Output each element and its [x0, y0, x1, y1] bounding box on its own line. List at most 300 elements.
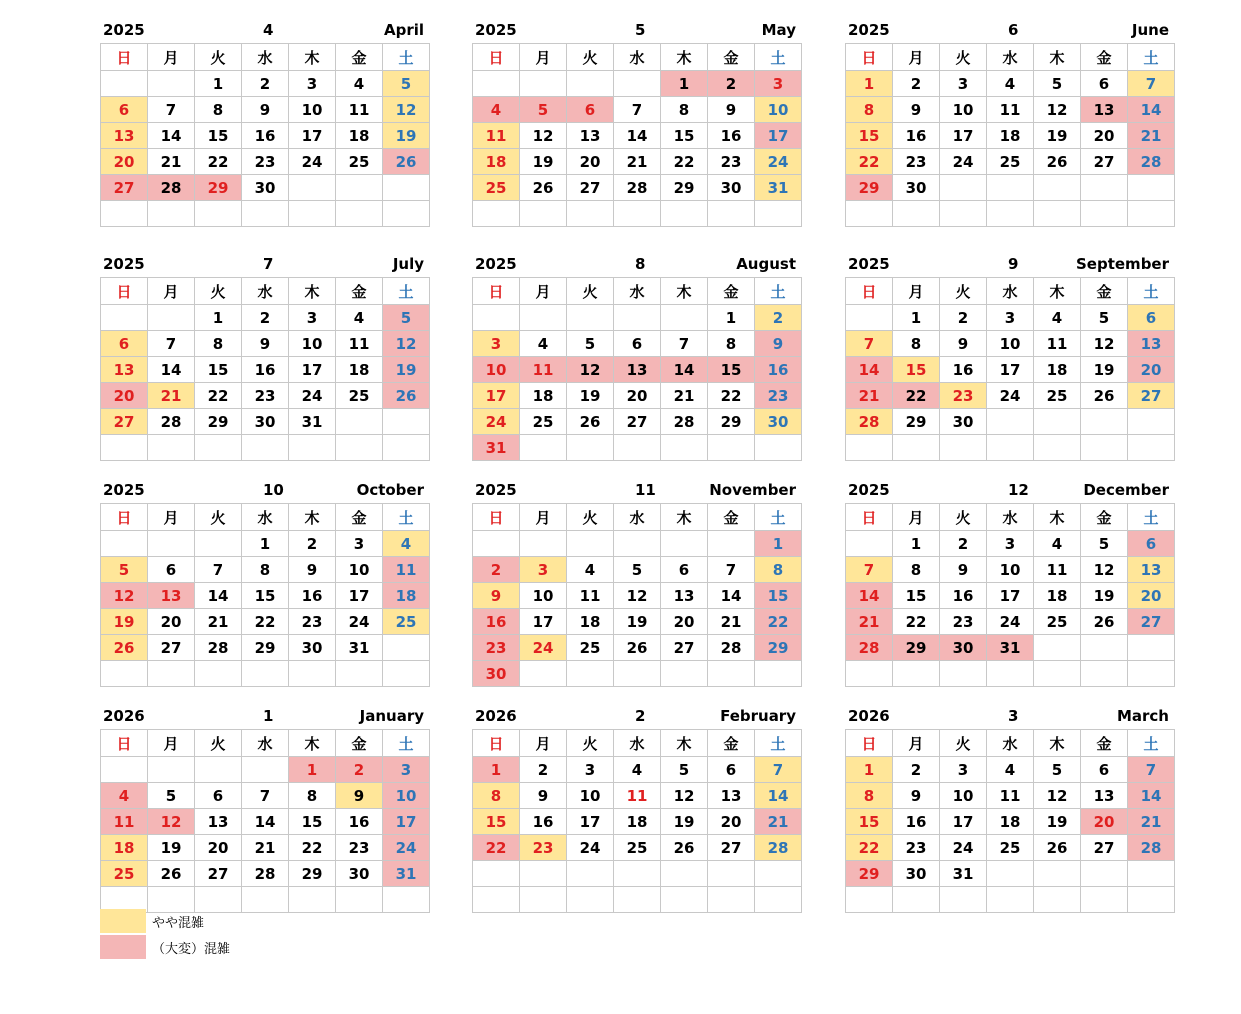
day-cell: 2	[336, 757, 383, 783]
week-row	[473, 661, 802, 687]
day-cell: 1	[661, 71, 708, 97]
day-cell: 18	[987, 123, 1034, 149]
day-cell	[242, 661, 289, 687]
day-cell: 27	[1081, 149, 1128, 175]
month-number: 4	[263, 21, 274, 39]
day-cell: 20	[1081, 123, 1128, 149]
day-cell	[383, 435, 430, 461]
day-cell: 26	[520, 175, 567, 201]
day-cell: 11	[614, 783, 661, 809]
day-cell	[940, 435, 987, 461]
month-number: 11	[635, 481, 656, 499]
day-cell	[242, 757, 289, 783]
day-cell: 6	[1081, 71, 1128, 97]
day-cell	[148, 887, 195, 913]
month-name: December	[1083, 481, 1169, 499]
day-cell	[1128, 861, 1175, 887]
day-cell: 12	[520, 123, 567, 149]
day-cell: 22	[893, 609, 940, 635]
week-row	[846, 635, 1175, 661]
day-cell	[195, 435, 242, 461]
day-cell: 17	[473, 383, 520, 409]
day-cell: 29	[755, 635, 802, 661]
day-cell: 22	[195, 149, 242, 175]
month-january	[100, 703, 427, 913]
day-cell: 20	[148, 609, 195, 635]
day-cell: 24	[520, 635, 567, 661]
month-number: 5	[635, 21, 646, 39]
weekday-header: 火	[940, 278, 987, 305]
day-cell	[1081, 661, 1128, 687]
day-cell: 19	[148, 835, 195, 861]
day-cell: 20	[195, 835, 242, 861]
day-cell	[661, 435, 708, 461]
weekday-header: 木	[661, 44, 708, 71]
day-cell: 13	[195, 809, 242, 835]
week-row	[101, 149, 430, 175]
day-cell: 28	[195, 635, 242, 661]
month-header	[845, 251, 1172, 277]
calendar-grid	[100, 277, 430, 461]
day-cell: 12	[661, 783, 708, 809]
day-cell: 7	[195, 557, 242, 583]
day-cell: 18	[336, 123, 383, 149]
day-cell	[336, 661, 383, 687]
day-cell	[987, 661, 1034, 687]
day-cell: 7	[708, 557, 755, 583]
day-cell: 7	[1128, 71, 1175, 97]
year-label: 2025	[475, 255, 517, 273]
day-cell: 19	[1081, 357, 1128, 383]
calendar-grid	[100, 503, 430, 687]
weekday-header: 金	[708, 278, 755, 305]
day-cell: 9	[336, 783, 383, 809]
week-row	[846, 435, 1175, 461]
week-row	[473, 175, 802, 201]
weekday-header: 日	[101, 44, 148, 71]
day-cell: 28	[242, 861, 289, 887]
week-row	[846, 97, 1175, 123]
day-cell	[148, 531, 195, 557]
day-cell: 4	[614, 757, 661, 783]
day-cell: 17	[336, 583, 383, 609]
day-cell: 26	[1081, 609, 1128, 635]
day-cell	[289, 435, 336, 461]
day-cell: 8	[846, 97, 893, 123]
weekday-row	[473, 504, 802, 531]
day-cell: 11	[1034, 331, 1081, 357]
month-header	[472, 17, 799, 43]
legend-label: やや混雑	[152, 916, 205, 931]
day-cell: 20	[101, 383, 148, 409]
year-label: 2026	[848, 707, 890, 725]
day-cell	[940, 661, 987, 687]
day-cell	[846, 305, 893, 331]
day-cell: 21	[242, 835, 289, 861]
week-row	[846, 383, 1175, 409]
weekday-header: 金	[336, 730, 383, 757]
day-cell: 24	[987, 609, 1034, 635]
week-row	[473, 149, 802, 175]
day-cell	[661, 887, 708, 913]
day-cell	[661, 661, 708, 687]
day-cell	[383, 175, 430, 201]
day-cell: 13	[661, 583, 708, 609]
day-cell: 24	[567, 835, 614, 861]
day-cell: 8	[893, 557, 940, 583]
month-name: March	[1116, 707, 1169, 725]
day-cell	[567, 305, 614, 331]
day-cell: 3	[473, 331, 520, 357]
calendar-grid	[845, 43, 1175, 227]
day-cell	[383, 887, 430, 913]
day-cell: 30	[473, 661, 520, 687]
day-cell: 11	[520, 357, 567, 383]
day-cell: 25	[987, 149, 1034, 175]
day-cell: 10	[473, 357, 520, 383]
day-cell	[148, 435, 195, 461]
day-cell: 24	[987, 383, 1034, 409]
day-cell: 2	[893, 757, 940, 783]
weekday-header: 月	[520, 730, 567, 757]
year-label: 2025	[848, 481, 890, 499]
weekday-header: 火	[195, 44, 242, 71]
weekday-header: 月	[148, 44, 195, 71]
day-cell: 28	[661, 409, 708, 435]
day-cell: 30	[242, 175, 289, 201]
day-cell: 30	[708, 175, 755, 201]
day-cell: 13	[708, 783, 755, 809]
day-cell	[195, 757, 242, 783]
day-cell: 13	[1081, 783, 1128, 809]
month-header	[845, 477, 1172, 503]
day-cell: 5	[1081, 305, 1128, 331]
day-cell: 12	[1034, 783, 1081, 809]
day-cell: 6	[1128, 305, 1175, 331]
month-header	[100, 477, 427, 503]
day-cell: 27	[567, 175, 614, 201]
day-cell: 25	[336, 383, 383, 409]
day-cell: 24	[940, 835, 987, 861]
day-cell: 22	[893, 383, 940, 409]
month-name: July	[392, 255, 424, 273]
day-cell: 31	[473, 435, 520, 461]
day-cell: 22	[846, 835, 893, 861]
day-cell: 29	[708, 409, 755, 435]
day-cell	[614, 531, 661, 557]
day-cell: 18	[383, 583, 430, 609]
week-row	[473, 531, 802, 557]
day-cell: 29	[289, 861, 336, 887]
legend-swatch	[100, 935, 146, 959]
day-cell: 2	[940, 531, 987, 557]
day-cell	[242, 435, 289, 461]
day-cell: 11	[383, 557, 430, 583]
day-cell: 11	[473, 123, 520, 149]
day-cell: 14	[755, 783, 802, 809]
day-cell: 18	[520, 383, 567, 409]
weekday-row	[846, 504, 1175, 531]
day-cell: 14	[846, 583, 893, 609]
day-cell: 2	[520, 757, 567, 783]
day-cell: 15	[289, 809, 336, 835]
day-cell: 16	[473, 609, 520, 635]
weekday-header: 火	[940, 730, 987, 757]
day-cell	[520, 661, 567, 687]
day-cell: 7	[755, 757, 802, 783]
day-cell	[567, 435, 614, 461]
day-cell	[708, 887, 755, 913]
week-row	[101, 123, 430, 149]
day-cell: 7	[1128, 757, 1175, 783]
day-cell: 15	[195, 123, 242, 149]
weekday-header: 金	[708, 730, 755, 757]
weekday-header: 月	[893, 504, 940, 531]
day-cell	[1034, 435, 1081, 461]
week-row	[473, 383, 802, 409]
day-cell: 6	[195, 783, 242, 809]
day-cell	[987, 175, 1034, 201]
month-name: April	[383, 21, 424, 39]
day-cell	[755, 887, 802, 913]
day-cell: 14	[148, 123, 195, 149]
year-label: 2025	[103, 255, 145, 273]
day-cell	[1034, 409, 1081, 435]
month-header	[100, 703, 427, 729]
day-cell: 4	[383, 531, 430, 557]
day-cell: 22	[708, 383, 755, 409]
day-cell: 17	[289, 357, 336, 383]
day-cell: 8	[893, 331, 940, 357]
weekday-header: 木	[1034, 44, 1081, 71]
day-cell: 9	[473, 583, 520, 609]
day-cell: 3	[940, 71, 987, 97]
weekday-row	[846, 278, 1175, 305]
day-cell	[708, 661, 755, 687]
day-cell: 13	[101, 123, 148, 149]
day-cell: 16	[940, 357, 987, 383]
day-cell: 26	[1034, 835, 1081, 861]
calendar-grid	[100, 43, 430, 227]
week-row	[846, 409, 1175, 435]
day-cell: 23	[708, 149, 755, 175]
month-number: 9	[1008, 255, 1019, 273]
weekday-header: 金	[1081, 44, 1128, 71]
day-cell: 25	[101, 861, 148, 887]
day-cell: 17	[567, 809, 614, 835]
day-cell: 17	[520, 609, 567, 635]
day-cell: 13	[1128, 331, 1175, 357]
weekday-header: 月	[148, 504, 195, 531]
month-header	[472, 251, 799, 277]
day-cell	[1128, 435, 1175, 461]
weekday-header: 土	[755, 730, 802, 757]
day-cell: 5	[614, 557, 661, 583]
day-cell: 20	[1128, 583, 1175, 609]
day-cell: 25	[336, 149, 383, 175]
weekday-header: 月	[520, 504, 567, 531]
day-cell: 3	[383, 757, 430, 783]
day-cell: 28	[846, 635, 893, 661]
day-cell: 12	[614, 583, 661, 609]
week-row	[846, 149, 1175, 175]
day-cell	[383, 409, 430, 435]
day-cell: 18	[567, 609, 614, 635]
day-cell	[614, 201, 661, 227]
day-cell: 3	[940, 757, 987, 783]
day-cell: 11	[1034, 557, 1081, 583]
day-cell	[1034, 635, 1081, 661]
day-cell: 27	[1128, 609, 1175, 635]
day-cell: 5	[520, 97, 567, 123]
day-cell: 21	[614, 149, 661, 175]
day-cell: 4	[987, 71, 1034, 97]
weekday-header: 土	[383, 44, 430, 71]
day-cell: 9	[242, 97, 289, 123]
day-cell	[614, 435, 661, 461]
day-cell: 18	[101, 835, 148, 861]
day-cell	[755, 435, 802, 461]
year-label: 2026	[103, 707, 145, 725]
week-row	[846, 783, 1175, 809]
day-cell: 29	[195, 175, 242, 201]
week-row	[101, 71, 430, 97]
day-cell	[383, 201, 430, 227]
day-cell	[148, 71, 195, 97]
day-cell: 21	[846, 383, 893, 409]
weekday-header: 金	[336, 278, 383, 305]
day-cell	[1034, 861, 1081, 887]
day-cell	[473, 887, 520, 913]
day-cell	[242, 887, 289, 913]
day-cell	[661, 531, 708, 557]
day-cell: 27	[101, 175, 148, 201]
weekday-row	[101, 44, 430, 71]
week-row	[846, 835, 1175, 861]
month-name: February	[720, 707, 796, 725]
day-cell: 5	[1034, 757, 1081, 783]
month-april	[100, 17, 427, 227]
week-row	[846, 357, 1175, 383]
day-cell: 31	[755, 175, 802, 201]
weekday-header: 水	[987, 730, 1034, 757]
weekday-header: 土	[755, 44, 802, 71]
week-row	[846, 123, 1175, 149]
day-cell: 10	[383, 783, 430, 809]
month-header	[845, 17, 1172, 43]
day-cell: 7	[242, 783, 289, 809]
calendar-grid	[472, 503, 802, 687]
week-row	[473, 887, 802, 913]
day-cell: 24	[940, 149, 987, 175]
week-row	[846, 609, 1175, 635]
day-cell: 13	[567, 123, 614, 149]
weekday-header: 木	[1034, 504, 1081, 531]
day-cell: 31	[289, 409, 336, 435]
day-cell: 23	[940, 383, 987, 409]
day-cell: 24	[755, 149, 802, 175]
day-cell: 26	[614, 635, 661, 661]
day-cell: 15	[708, 357, 755, 383]
day-cell: 12	[383, 97, 430, 123]
day-cell	[1081, 201, 1128, 227]
day-cell: 11	[336, 97, 383, 123]
weekday-header: 木	[289, 730, 336, 757]
day-cell	[1128, 635, 1175, 661]
day-cell: 4	[336, 305, 383, 331]
month-july	[100, 251, 427, 461]
year-label: 2025	[475, 481, 517, 499]
day-cell: 29	[242, 635, 289, 661]
day-cell: 30	[893, 861, 940, 887]
weekday-header: 金	[708, 504, 755, 531]
day-cell	[473, 305, 520, 331]
day-cell	[383, 661, 430, 687]
day-cell	[101, 305, 148, 331]
day-cell: 11	[567, 583, 614, 609]
weekday-header: 水	[987, 278, 1034, 305]
weekday-header: 木	[289, 504, 336, 531]
weekday-header: 金	[1081, 278, 1128, 305]
day-cell: 22	[289, 835, 336, 861]
weekday-header: 日	[101, 504, 148, 531]
weekday-header: 水	[614, 730, 661, 757]
week-row	[473, 757, 802, 783]
day-cell: 15	[755, 583, 802, 609]
weekday-header: 木	[661, 730, 708, 757]
month-february	[472, 703, 799, 913]
day-cell: 7	[148, 331, 195, 357]
day-cell: 16	[940, 583, 987, 609]
week-row	[101, 409, 430, 435]
weekday-header: 木	[661, 278, 708, 305]
weekday-row	[101, 730, 430, 757]
day-cell: 22	[661, 149, 708, 175]
day-cell: 29	[195, 409, 242, 435]
day-cell: 6	[1128, 531, 1175, 557]
week-row	[473, 435, 802, 461]
day-cell: 6	[101, 331, 148, 357]
day-cell: 19	[661, 809, 708, 835]
week-row	[846, 71, 1175, 97]
day-cell: 15	[846, 123, 893, 149]
day-cell: 19	[101, 609, 148, 635]
day-cell: 13	[101, 357, 148, 383]
day-cell	[336, 887, 383, 913]
day-cell: 17	[289, 123, 336, 149]
day-cell: 11	[987, 783, 1034, 809]
week-row	[846, 661, 1175, 687]
day-cell	[1128, 175, 1175, 201]
day-cell: 21	[708, 609, 755, 635]
weekday-header: 水	[242, 730, 289, 757]
day-cell: 20	[614, 383, 661, 409]
week-row	[473, 557, 802, 583]
day-cell	[893, 887, 940, 913]
month-number: 8	[635, 255, 646, 273]
weekday-header: 金	[1081, 730, 1128, 757]
day-cell: 8	[755, 557, 802, 583]
day-cell	[1034, 887, 1081, 913]
month-name: June	[1131, 21, 1169, 39]
day-cell	[1128, 201, 1175, 227]
day-cell: 19	[383, 357, 430, 383]
day-cell: 2	[940, 305, 987, 331]
day-cell: 4	[101, 783, 148, 809]
day-cell: 20	[661, 609, 708, 635]
legend-swatch	[100, 909, 146, 933]
day-cell: 24	[336, 609, 383, 635]
